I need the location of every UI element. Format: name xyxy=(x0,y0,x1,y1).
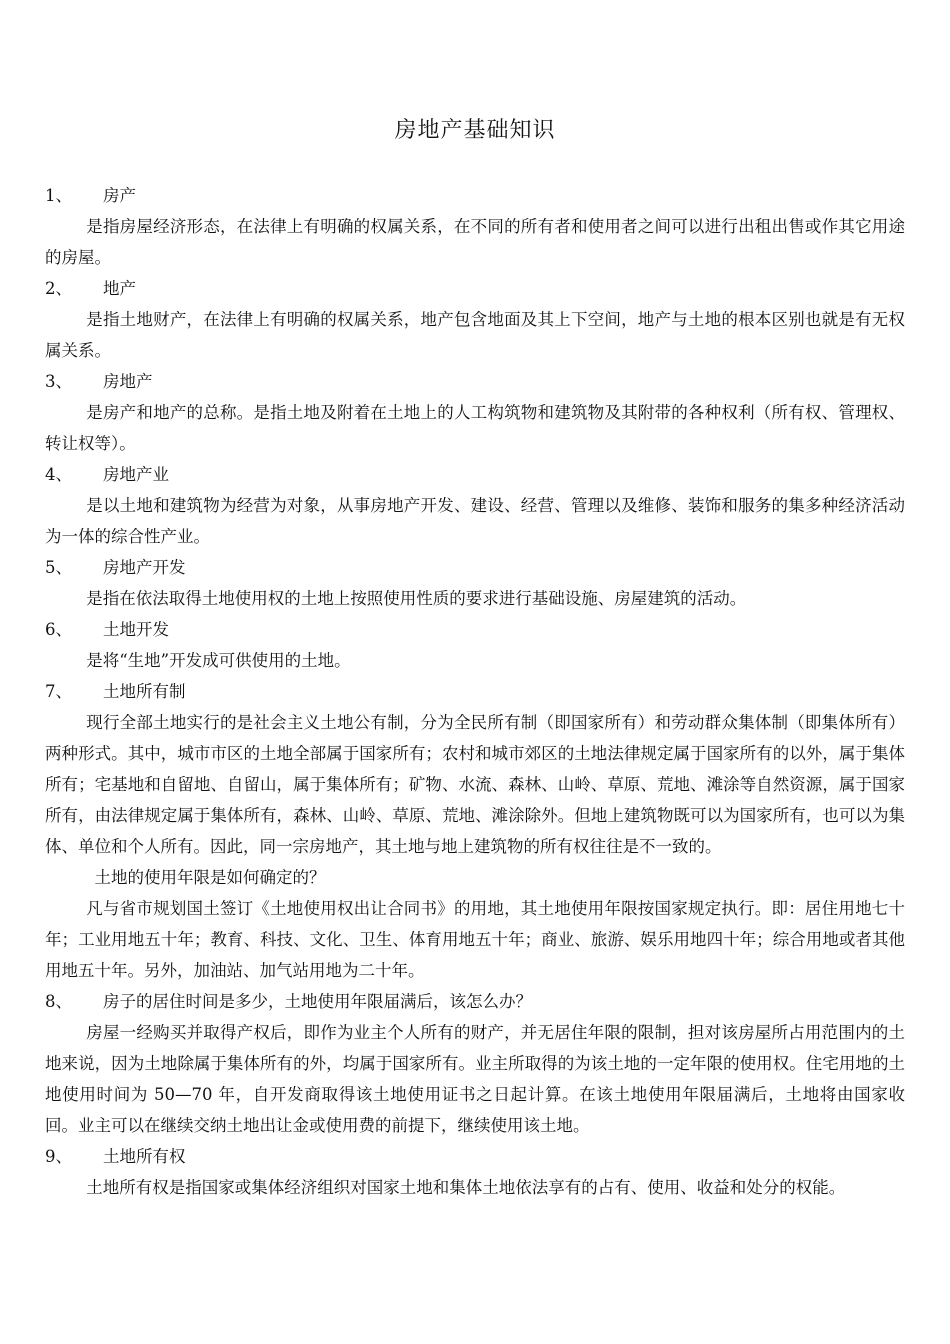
document-title: 房地产基础知识 xyxy=(394,118,556,143)
section-number: 8、 xyxy=(45,992,72,1011)
subsection-paragraph: 凡与省市规划国土签订《土地使用权出让合同书》的用地，其土地使用年限按国家规定执行。即：居住用地七十年；工业用地五十年；教育、科技、文化、卫生、体育用地五十年；商业、旅游、娱乐用地四十年；综合用地或者其他用地五十年。另外，加油站、加气站用地为二十年。 xyxy=(45,899,905,980)
section-paragraph: 是房产和地产的总称。是指土地及附着在土地上的人工构筑物和建筑物及其附带的各种权利（所有权、管理权、转让权等）。 xyxy=(45,403,905,453)
section-number: 5、 xyxy=(45,558,72,577)
section-title: 房子的居住时间是多少，土地使用年限届满后，该怎么办？ xyxy=(103,992,532,1011)
section-heading xyxy=(45,552,905,583)
section-title: 房地产开发 xyxy=(103,558,186,577)
section-title: 房地产 xyxy=(103,372,153,391)
section-number: 3、 xyxy=(45,372,72,391)
section-number: 2、 xyxy=(45,279,72,298)
section-title: 土地开发 xyxy=(103,620,169,639)
section-number: 1、 xyxy=(45,186,72,205)
section-heading xyxy=(45,1141,905,1172)
section-title: 房产 xyxy=(103,186,136,205)
section-heading xyxy=(45,614,905,645)
document-body xyxy=(45,180,905,1203)
section-heading xyxy=(45,180,905,211)
section-heading xyxy=(45,273,905,304)
section-heading xyxy=(45,986,905,1017)
section-paragraph: 是以土地和建筑物为经营为对象，从事房地产开发、建设、经营、管理以及维修、装饰和服务的集多种经济活动为一体的综合性产业。 xyxy=(45,496,905,546)
section-title: 土地所有制 xyxy=(103,682,186,701)
section-paragraph: 是将“生地”开发成可供使用的土地。 xyxy=(86,651,351,670)
section-heading xyxy=(45,366,905,397)
section-heading xyxy=(45,459,905,490)
section-title: 土地所有权 xyxy=(103,1147,186,1166)
subsection-heading: 土地的使用年限是如何确定的？ xyxy=(94,868,326,887)
section-paragraph: 是指土地财产，在法律上有明确的权属关系，地产包含地面及其上下空间，地产与土地的根本区别也就是有无权属关系。 xyxy=(45,310,905,360)
section-title: 房地产业 xyxy=(103,465,169,484)
section-number: 7、 xyxy=(45,682,72,701)
section-paragraph: 现行全部土地实行的是社会主义土地公有制，分为全民所有制（即国家所有）和劳动群众集体制（即集体所有）两种形式。其中，城市市区的土地全部属于国家所有；农村和城市郊区的土地法律规定属于国家所有的以外，属于集体所有；宅基地和自留地、自留山，属于集体所有；矿物、水流、森林、山岭、草原、荒地、滩涂等自然资源，属于国家所有，由法律规定属于集体所有，森林、山岭、草原、荒地、滩涂除外。但地上建筑物既可以为国家所有，也可以为集体、单位和个人所有。因此，同一宗房地产，其土地与地上建筑物的所有权往往是不一致的。 xyxy=(45,713,905,856)
section-number: 6、 xyxy=(45,620,72,639)
section-number: 9、 xyxy=(45,1147,72,1166)
section-paragraph: 土地所有权是指国家或集体经济组织对国家土地和集体土地依法享有的占有、使用、收益和处分的权能。 xyxy=(86,1178,846,1197)
section-number: 4、 xyxy=(45,465,72,484)
section-title: 地产 xyxy=(103,279,136,298)
section-heading xyxy=(45,676,905,707)
section-paragraph: 房屋一经购买并取得产权后，即作为业主个人所有的财产，并无居住年限的限制，担对该房屋所占用范围内的土地来说，因为土地除属于集体所有的外，均属于国家所有。业主所取得的为该土地的一定年限的使用权。住宅用地的土地使用时间为 50—70 年，自开发商取得该土地使用证书之日起计算。在该土地使用年限届满后，土地将由国家收回。业主可以在继续交纳土地出让金或使用费的前提下，继续使用该土地。 xyxy=(45,1023,905,1135)
section-paragraph: 是指房屋经济形态，在法律上有明确的权属关系，在不同的所有者和使用者之间可以进行出租出售或作其它用途的房屋。 xyxy=(45,217,905,267)
section-paragraph: 是指在依法取得土地使用权的土地上按照使用性质的要求进行基础设施、房屋建筑的活动。 xyxy=(86,589,747,608)
